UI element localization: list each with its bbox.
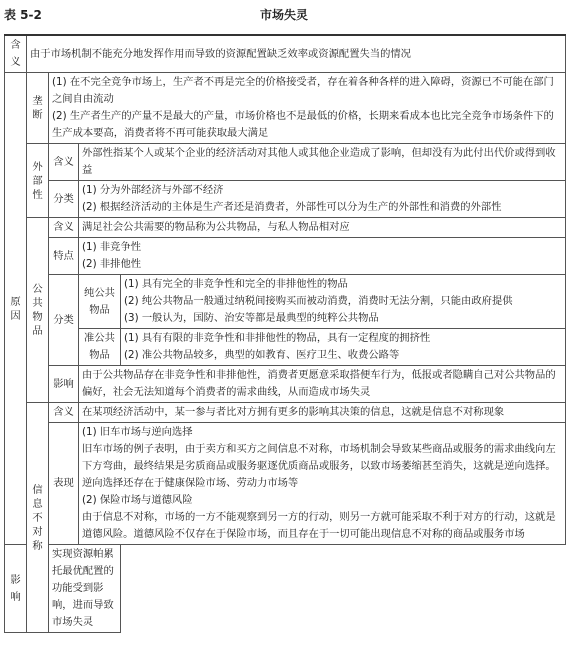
market-failure-table xyxy=(4,34,566,633)
cause-label: 原 因 xyxy=(5,73,27,545)
pure-public-goods-content xyxy=(121,275,566,329)
externality-meaning: 外部性指某个人或某个企业的经济活动对其他人或其他企业造成了影响，但却没有为此付出代价或得到收益 xyxy=(79,144,566,181)
asym-meaning: 在某项经济活动中，某一参与者比对方拥有更多的影响其决策的信息，这就是信息不对称现象 xyxy=(79,403,566,423)
monopoly-row xyxy=(5,73,566,144)
monopoly-content xyxy=(49,73,566,144)
asym-manifest-item: (1) 旧车市场与逆向选择 xyxy=(82,426,193,438)
externality-meaning-row xyxy=(5,144,566,181)
externality-classes xyxy=(79,181,566,218)
definition-label: 含义 xyxy=(5,35,27,73)
asym-meaning-row xyxy=(5,403,566,423)
definition-text: 由于市场机制不能充分地发挥作用而导致的资源配置缺乏效率或资源配置失当的情况 xyxy=(27,35,566,73)
public-goods-impact-label: 影响 xyxy=(49,366,79,403)
externality-meaning-label: 含义 xyxy=(49,144,79,181)
pure-public-goods-item: (1) 具有完全的非竞争性和完全的非排他性的物品 xyxy=(124,278,348,290)
asym-manifest-label: 表现 xyxy=(49,423,79,545)
externality-label: 外 部 性 xyxy=(27,144,49,218)
pure-public-goods-item: (3) 一般认为，国防、治安等都是最典型的纯粹公共物品 xyxy=(124,312,379,324)
public-goods-class-label: 分类 xyxy=(49,275,79,366)
externality-class-item: (2) 根据经济活动的主体是生产者还是消费者，外部性可以分为生产的外部性和消费的外部性 xyxy=(82,201,502,213)
externality-class-item: (1) 分为外部经济与外部不经济 xyxy=(82,184,224,196)
table-caption xyxy=(4,6,564,24)
table-number: 表 5-2 xyxy=(4,8,42,22)
public-goods-feature-row xyxy=(5,238,566,275)
public-goods-feature: (2) 非排他性 xyxy=(82,258,142,270)
public-goods-features xyxy=(79,238,566,275)
asym-manifest xyxy=(79,423,566,545)
monopoly-line: (1) 在不完全竞争市场上，生产者不再是完全的价格接受者，存在着各种各样的进入障碍，资源已不可能在部门之间自由流动 xyxy=(52,76,554,105)
public-goods-meaning-row xyxy=(5,218,566,238)
quasi-public-goods-item: (2) 准公共物品较多，典型的如教育、医疗卫生、收费公路等 xyxy=(124,349,400,361)
asym-manifest-item: (2) 保险市场与道德风险 xyxy=(82,494,193,506)
asym-meaning-label: 含义 xyxy=(49,403,79,423)
asym-label: 信 息 不 对 称 xyxy=(27,403,49,633)
public-goods-meaning: 满足社会公共需要的物品称为公共物品，与私人物品相对应 xyxy=(79,218,566,238)
public-goods-impact-row xyxy=(5,366,566,403)
asym-impact-row xyxy=(5,545,566,633)
monopoly-label: 垄 断 xyxy=(27,73,49,144)
public-goods-impact: 由于公共物品存在非竞争性和非排他性，消费者更愿意采取搭便车行为，低报或者隐瞒自己对公共物品的偏好，社会无法知道每个消费者的需求曲线，从而造成市场失灵 xyxy=(79,366,566,403)
public-goods-label: 公 共 物 品 xyxy=(27,218,49,403)
definition-row xyxy=(5,35,566,73)
public-goods-meaning-label: 含义 xyxy=(49,218,79,238)
quasi-public-goods-item: (1) 具有有限的非竞争性和非排他性的物品，具有一定程度的拥挤性 xyxy=(124,332,431,344)
asym-impact: 实现资源帕累托最优配置的功能受到影响，进而导致市场失灵 xyxy=(49,545,121,633)
pure-public-goods-label: 纯公共物品 xyxy=(79,275,121,329)
pure-public-goods-row xyxy=(5,275,566,329)
pure-public-goods-item: (2) 纯公共物品一般通过纳税间接购买而被动消费，消费时无法分割，只能由政府提供 xyxy=(124,295,513,307)
public-goods-feature-label: 特点 xyxy=(49,238,79,275)
asym-manifest-item: 由于信息不对称，市场的一方不能观察到另一方的行动，则另一方就可能采取不利于对方的行动，这就是道德风险。道德风险不仅存在于保险市场，而且存在于一切可能出现信息不对称的商品或服务市场 xyxy=(82,511,556,540)
asym-impact-label: 影响 xyxy=(5,545,27,633)
externality-class-row xyxy=(5,181,566,218)
quasi-public-goods-label: 准公共物品 xyxy=(79,329,121,366)
quasi-public-goods-row xyxy=(5,329,566,366)
monopoly-line: (2) 生产者生产的产量不是最大的产量，市场价格也不是最低的价格，长期来看成本也比完全竞争市场条件下的生产成本要高，消费者将不再可能获取最大满足 xyxy=(52,110,554,139)
quasi-public-goods-content xyxy=(121,329,566,366)
table-title: 市场失灵 xyxy=(259,8,308,22)
public-goods-feature: (1) 非竞争性 xyxy=(82,241,142,253)
externality-class-label: 分类 xyxy=(49,181,79,218)
asym-manifest-row xyxy=(5,423,566,545)
asym-manifest-item: 旧车市场的例子表明，由于卖方和买方之间信息不对称，市场机制会导致某些商品或服务的需求曲线向左下方弯曲，最终结果是劣质商品或服务驱逐优质商品或服务，以致市场萎缩甚至消失，这就是逆向选择。逆向选择还存在于健康保险市场、劳动力市场等 xyxy=(82,443,556,489)
